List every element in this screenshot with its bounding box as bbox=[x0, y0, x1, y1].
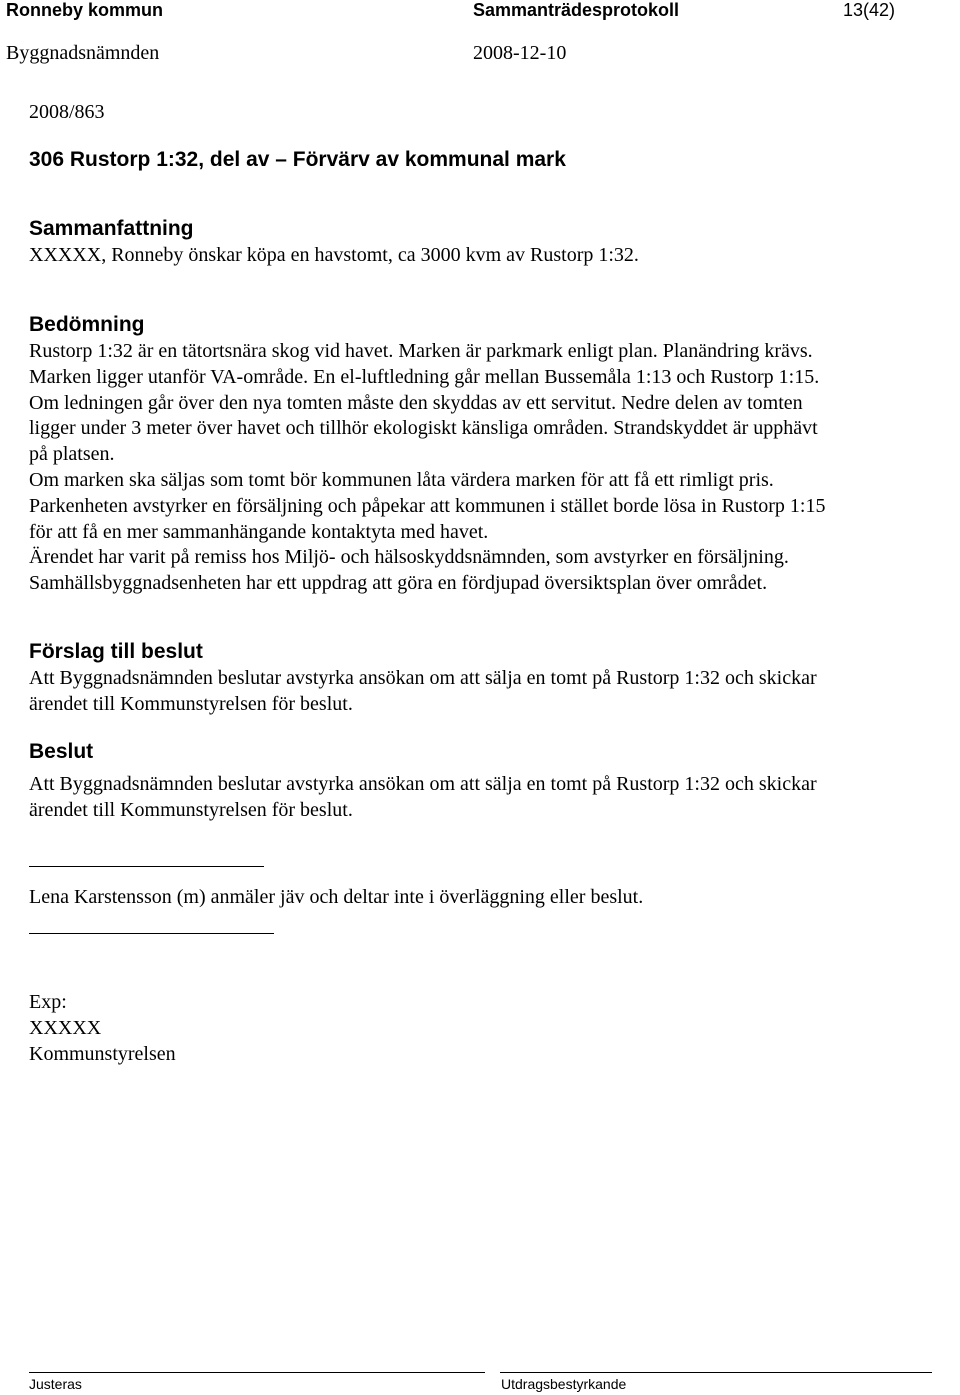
case-number: 2008/863 bbox=[29, 101, 105, 123]
assessment-line: Om ledningen går över den nya tomten måste den skyddas av ett servitut. Nedre delen av tomten bbox=[29, 391, 803, 414]
proposal-heading: Förslag till beslut bbox=[29, 640, 203, 663]
assessment-line: Ärendet har varit på remiss hos Miljö- och hälsoskyddsnämnden, som avstyrker en försäljning. bbox=[29, 546, 789, 569]
assessment-heading: Bedömning bbox=[29, 313, 145, 336]
item-title: 306 Rustorp 1:32, del av – Förvärv av kommunal mark bbox=[29, 148, 566, 171]
proposal-line: Att Byggnadsnämnden beslutar avstyrka ansökan om att sälja en tomt på Rustorp 1:32 och skickar bbox=[29, 667, 817, 689]
organization-name: Ronneby kommun bbox=[6, 0, 164, 20]
proposal-line: ärendet till Kommunstyrelsen för beslut. bbox=[29, 692, 353, 715]
meeting-date: 2008-12-10 bbox=[473, 42, 567, 64]
decision-line: ärendet till Kommunstyrelsen för beslut. bbox=[29, 798, 353, 821]
proposal-text bbox=[29, 666, 817, 718]
conflict-of-interest-note: Lena Karstensson (m) anmäler jäv och deltar inte i överläggning eller beslut. bbox=[29, 886, 644, 908]
assessment-line: Om marken ska säljas som tomt bör kommunen låta värdera marken för att få ett rimligt pris. bbox=[29, 468, 774, 491]
summary-heading: Sammanfattning bbox=[29, 217, 194, 240]
dispatch-recipient: XXXXX bbox=[29, 1017, 102, 1039]
assessment-line: Parkenheten avstyrker en försäljning och påpekar att kommunen i stället borde lösa in Rustorp 1:15 bbox=[29, 494, 826, 517]
document-type: Sammanträdesprotokoll bbox=[473, 0, 680, 20]
assessment-text bbox=[29, 339, 825, 597]
decision-line: Att Byggnadsnämnden beslutar avstyrka ansökan om att sälja en tomt på Rustorp 1:32 och skickar bbox=[29, 773, 817, 795]
separator-line bbox=[29, 933, 274, 934]
footer-certified-label: Utdragsbestyrkande bbox=[501, 1376, 627, 1392]
decision-text bbox=[29, 772, 817, 824]
footer-rule bbox=[500, 1372, 932, 1373]
footer-approved-label: Justeras bbox=[29, 1376, 82, 1392]
footer-rule bbox=[29, 1372, 485, 1373]
dispatch-recipient: Kommunstyrelsen bbox=[29, 1043, 176, 1065]
committee-name: Byggnadsnämnden bbox=[6, 42, 160, 64]
decision-heading: Beslut bbox=[29, 740, 94, 763]
assessment-line: Marken ligger utanför VA-område. En el-luftledning går mellan Bussemåla 1:13 och Rustorp 1:15. bbox=[29, 365, 820, 388]
summary-text: XXXXX, Ronneby önskar köpa en havstomt, ca 3000 kvm av Rustorp 1:32. bbox=[29, 244, 639, 266]
assessment-line: på platsen. bbox=[29, 443, 115, 466]
assessment-line: ligger under 3 meter över havet och tillhör ekologiskt känsliga områden. Strandskyddet är upphävt bbox=[29, 417, 818, 440]
dispatch-label: Exp: bbox=[29, 991, 67, 1013]
separator-line bbox=[29, 866, 264, 867]
page-number: 13(42) bbox=[843, 0, 896, 20]
assessment-line: Rustorp 1:32 är en tätortsnära skog vid havet. Marken är parkmark enligt plan. Planändring krävs. bbox=[29, 340, 813, 362]
assessment-line: för att få en mer sammanhängande kontaktyta med havet. bbox=[29, 520, 489, 543]
assessment-line: Samhällsbyggnadsenheten har ett uppdrag att göra en fördjupad översiktsplan över området. bbox=[29, 572, 768, 595]
